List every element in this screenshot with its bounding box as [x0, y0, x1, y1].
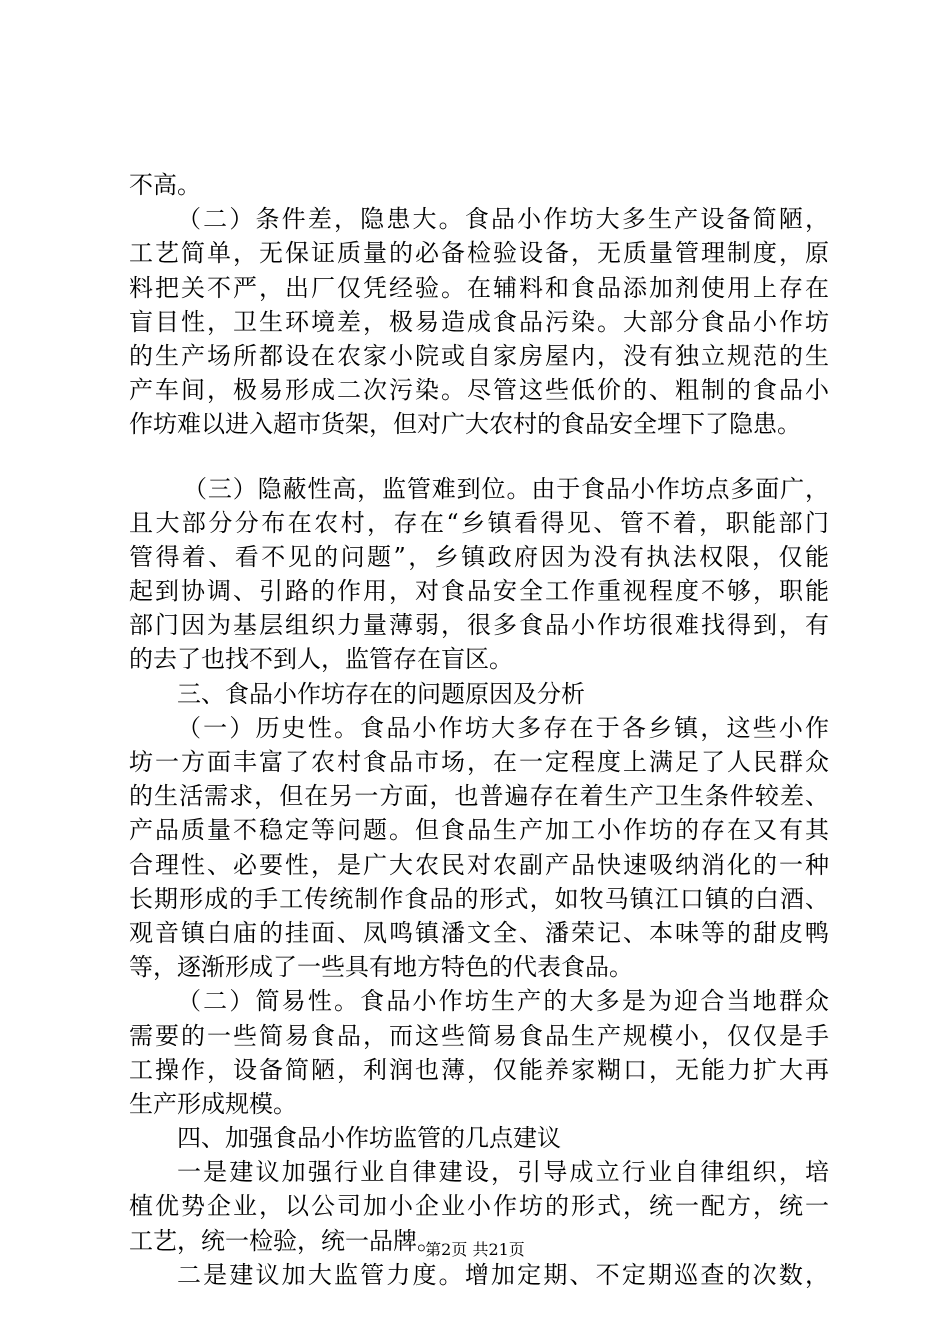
text-line: （二）条件差，隐患大。食品小作坊大多生产设备简陋， — [177, 205, 829, 234]
text-line: 三、食品小作坊存在的问题原因及分析 — [177, 679, 585, 708]
text-line: （三）隐蔽性高，监管难到位。由于食品小作坊点多面广， — [183, 474, 829, 503]
text-line: （二）简易性。食品小作坊生产的大多是为迎合当地群众 — [177, 987, 829, 1016]
text-line: 二是建议加大监管力度。增加定期、不定期巡查的次数， — [177, 1260, 829, 1289]
text-line: 产品质量不稳定等问题。但食品生产加工小作坊的存在又有其 — [129, 816, 829, 845]
text-line: 工艺，统一检验，统一品牌。 — [129, 1226, 441, 1255]
text-line: 不高。 — [129, 171, 201, 199]
text-line: 等，逐渐形成了一些具有地方特色的代表食品。 — [129, 953, 633, 982]
text-line: 工操作，设备简陋，利润也薄，仅能养家糊口，无能力扩大再 — [129, 1055, 829, 1084]
text-line: （一）历史性。食品小作坊大多存在于各乡镇，这些小作 — [177, 713, 829, 742]
text-line: 坊一方面丰富了农村食品市场，在一定程度上满足了人民群众 — [129, 748, 829, 776]
text-line: 起到协调、引路的作用，对食品安全工作重视程度不够，职能 — [129, 577, 829, 606]
text-line: 盲目性，卫生环境差，极易造成食品污染。大部分食品小作坊 — [129, 307, 829, 336]
body-text — [129, 168, 829, 1292]
text-line: 的生产场所都设在农家小院或自家房屋内，没有独立规范的生 — [129, 341, 829, 370]
text-line: 部门因为基层组织力量薄弱，很多食品小作坊很难找得到，有 — [129, 611, 829, 640]
text-line: 作坊难以进入超市货架，但对广大农村的食品安全埋下了隐患。 — [129, 410, 801, 439]
text-line: 工艺简单，无保证质量的必备检验设备，无质量管理制度，原 — [129, 239, 829, 268]
text-line: 管得着、看不见的问题”，乡镇政府因为没有执法权限，仅能 — [129, 542, 829, 571]
page-footer: 第2页 共21页 — [425, 1240, 525, 1259]
text-line: 产车间，极易形成二次污染。尽管这些低价的、粗制的食品小 — [129, 376, 829, 405]
text-line: 料把关不严，出厂仅凭经验。在辅料和食品添加剂使用上存在 — [129, 273, 829, 302]
text-line: 的生活需求，但在另一方面，也普遍存在着生产卫生条件较差、 — [129, 782, 829, 811]
text-line: 观音镇白庙的挂面、凤鸣镇潘文全、潘荣记、本味等的甜皮鸭 — [129, 918, 829, 947]
text-line: 长期形成的手工传统制作食品的形式，如牧马镇江口镇的白酒、 — [129, 884, 829, 913]
text-line: 的去了也找不到人，监管存在盲区。 — [129, 645, 513, 674]
paragraph-gap — [129, 442, 829, 472]
text-line: 合理性、必要性，是广大农民对农副产品快速吸纳消化的一种 — [129, 850, 829, 879]
text-line: 四、加强食品小作坊监管的几点建议 — [177, 1124, 561, 1153]
text-line: 生产形成规模。 — [129, 1089, 297, 1118]
text-line: 植优势企业，以公司加小企业小作坊的形式，统一配方，统一 — [129, 1192, 829, 1221]
text-line: 需要的一些简易食品，而这些简易食品生产规模小，仅仅是手 — [129, 1021, 829, 1050]
text-line: 一是建议加强行业自律建设，引导成立行业自律组织，培 — [177, 1158, 829, 1187]
text-line: 且大部分分布在农村，存在“乡镇看得见、管不着，职能部门 — [129, 508, 829, 537]
